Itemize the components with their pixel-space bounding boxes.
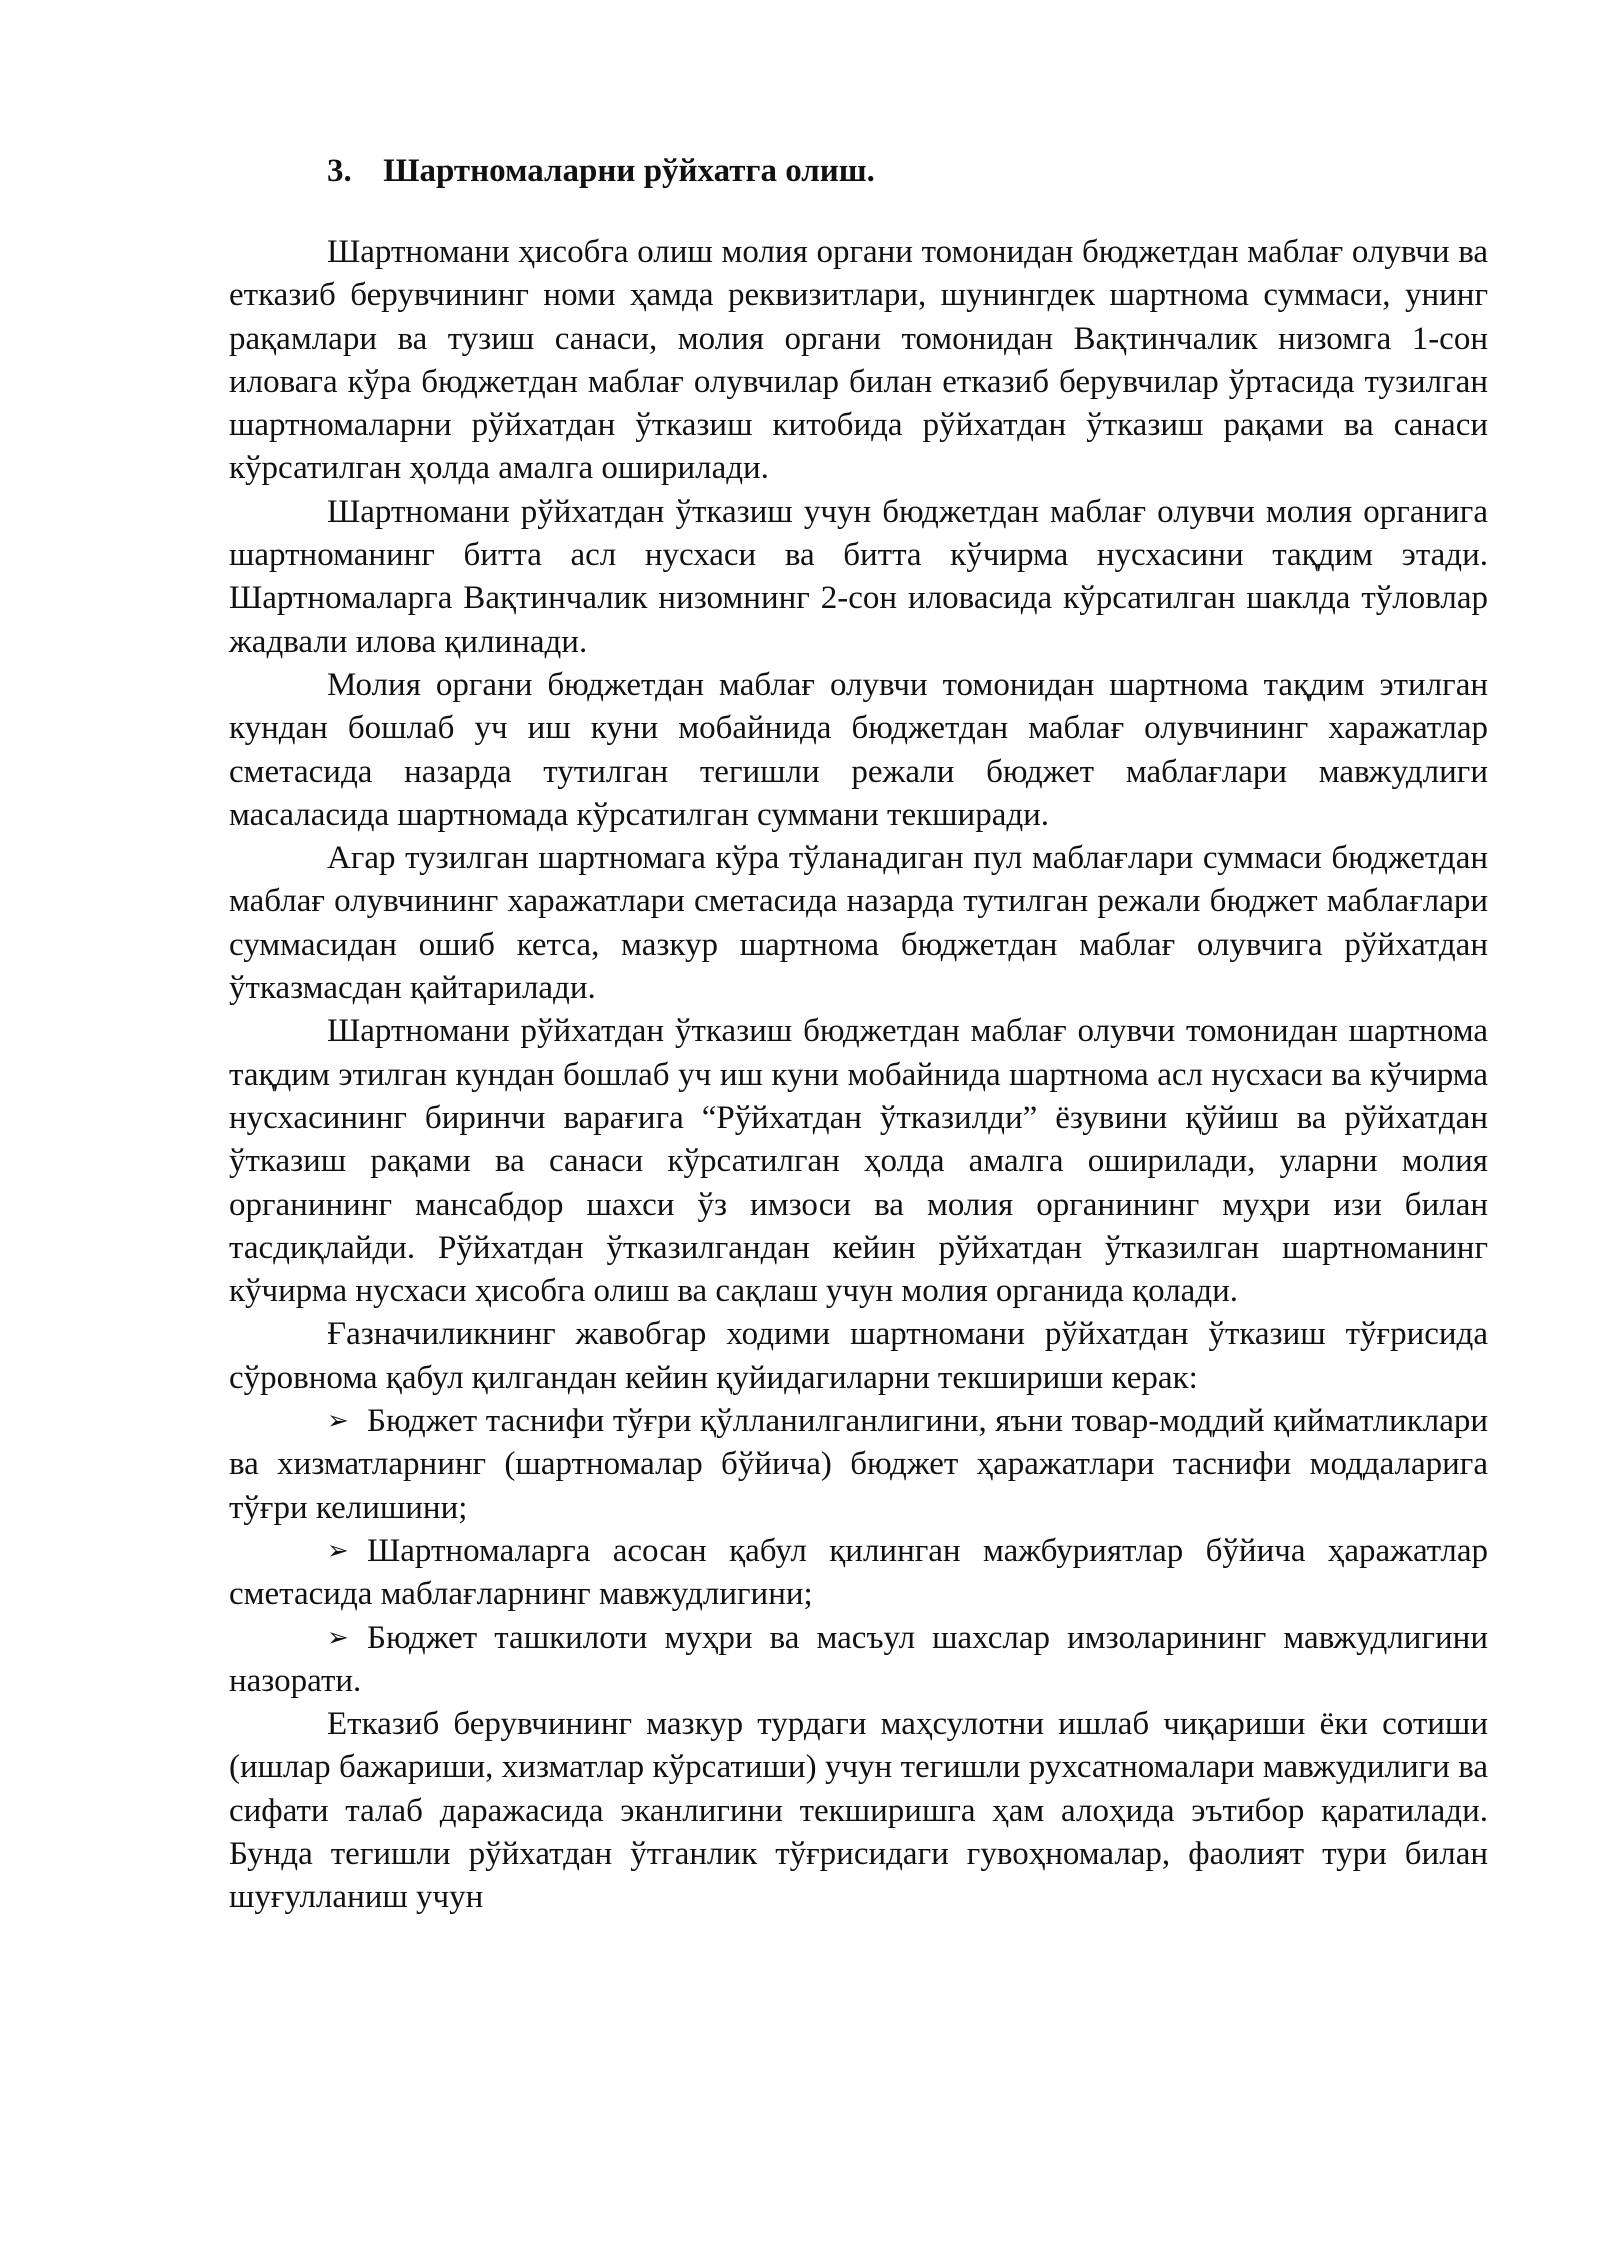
bullet-item [229, 1617, 1488, 1704]
arrow-bullet-icon: ➢ [327, 1622, 349, 1653]
paragraph: Молия органи бюджетдан маблағ олувчи томонидан шартнома тақдим этилган кундан бошлаб уч иш куни мобайнида бюджетдан маблағ олувчининг харажатлар сметасида назарда тутилган тегишли режали бюджет маблағлари мавжудлиги масаласида шартномада кўрсатилган суммани текширади. [229, 666, 1488, 833]
section-number: 3. [327, 153, 352, 189]
paragraph: Шартномани рўйхатдан ўтказиш учун бюджетдан маблағ олувчи молия органига шартноманинг битта асл нусхаси ва битта кўчирма нусхасини тақдим этади. Шартномаларга Вақтинчалик низомнинг 2-сон иловасида кўрсатилган шаклда тўловлар жадвали илова қилинади. [229, 493, 1488, 660]
arrow-bullet-icon: ➢ [327, 1535, 349, 1566]
paragraph: Шартномани рўйхатдан ўтказиш бюджетдан маблағ олувчи томонидан шартнома тақдим этилган кундан бошлаб уч иш куни мобайнида шартнома асл нусхаси ва кўчирма нусхасининг биринчи варағига “Рўйхатдан ўтказилди” ёзувини қўйиш ва рўйхатдан ўтказиш рақами ва санаси кўрсатилган ҳолда амалга оширилади, уларни молия органининг мансабдор шахси ўз имзоси ва молия органининг муҳри изи билан тасдиқлайди. Рўйхатдан ўтказилгандан кейин рўйхатдан ўтказилган шартноманинг кўчирма нусхаси ҳисобга олиш ва сақлаш учун молия органида қолади. [229, 1013, 1488, 1310]
paragraph: Етказиб берувчининг мазкур турдаги маҳсулотни ишлаб чиқариши ёки сотиши (ишлар бажариши, хизматлар кўрсатиши) учун тегишли рухсатномалари мавжудилиги ва сифати талаб даражасида эканлигини текширишга ҳам алоҳида эътибор қаратилади. Бунда тегишли рўйхатдан ўтганлик тўғрисидаги гувоҳномалар, фаолият тури билан шуғулланиш учун [229, 1706, 1488, 1916]
bullet-text: Бюджет ташкилоти муҳри ва масъул шахслар имзоларининг мавжудлигини назорати. [229, 1619, 1488, 1699]
bullet-text: Шартномаларга асосан қабул қилинган мажбуриятлар бўйича ҳаражатлар сметасида маблағларнинг мавжудлигини; [229, 1532, 1488, 1613]
section-heading [327, 150, 1488, 193]
section-title: Шартномаларни рўйхатга олиш. [383, 153, 875, 189]
paragraph: Шартномани ҳисобга олиш молия органи томонидан бюджетдан маблағ олувчи ва етказиб берувчининг номи ҳамда реквизитлари, шунингдек шартнома суммаси, унинг рақамлари ва тузиш санаси, молия органи томонидан Вақтинчалик низомга 1-сон иловага кўра бюджетдан маблағ олувчилар билан етказиб берувчилар ўртасида тузилган шартномаларни рўйхатдан ўтказиш китобида рўйхатдан ўтказиш рақами ва санаси кўрсатилган ҳолда амалга оширилади. [229, 234, 1488, 487]
paragraph: Агар тузилган шартномага кўра тўланадиган пул маблағлари суммаси бюджетдан маблағ олувчининг харажатлари сметасида назарда тутилган режали бюджет маблағлари суммасидан ошиб кетса, мазкур шартнома бюджетдан маблағ олувчига рўйхатдан ўтказмасдан қайтарилади. [229, 840, 1488, 1007]
bullet-item [229, 1400, 1488, 1530]
bullet-item [229, 1530, 1488, 1617]
paragraph: Ғазначиликнинг жавобгар ходими шартномани рўйхатдан ўтказиш тўғрисида сўровнома қабул қилгандан кейин қуйидагиларни текшириши керак: [229, 1316, 1488, 1396]
bullet-text: Бюджет таснифи тўғри қўлланилганлигини, яъни товар-моддий қийматликлари ва хизматларнинг (шартномалар бўйича) бюджет ҳаражатлари таснифи моддаларига тўғри келишини; [229, 1403, 1488, 1526]
document-body [229, 150, 1488, 1920]
arrow-bullet-icon: ➢ [327, 1406, 349, 1437]
